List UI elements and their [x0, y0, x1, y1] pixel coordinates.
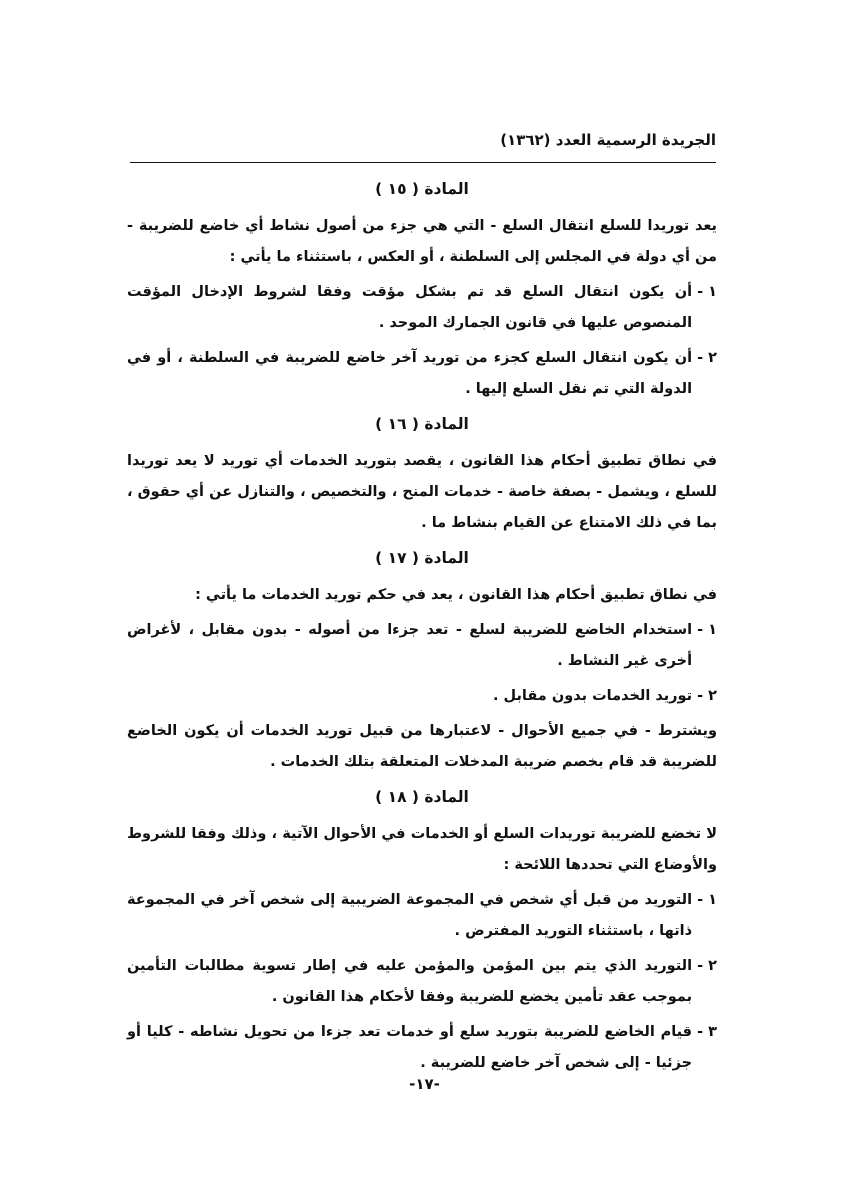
item-text: التوريد من قبل أي شخص في المجموعة الضريبية إلى شخص آخر في المجموعة ذاتها ، باستثناء التوريد المفترض . — [127, 892, 693, 939]
document-body — [127, 170, 717, 1083]
item-text: أن يكون انتقال السلع قد تم بشكل مؤقت وفقا لشروط الإدخال المؤقت المنصوص عليها في قانون الجمارك الموحد . — [127, 284, 693, 331]
article-18 — [127, 782, 717, 1079]
article-15 — [127, 174, 717, 405]
item-number: ١ - — [697, 622, 717, 638]
list-item — [127, 885, 717, 947]
list-item — [127, 1017, 717, 1079]
article-title: المادة ( ١٥ ) — [375, 180, 469, 198]
article-intro: في نطاق تطبيق أحكام هذا القانون ، يقصد بتوريد الخدمات أي توريد لا يعد توريدا للسلع ، ويشمل - بصفة خاصة - خدمات المنح ، والتخصيص ، والتنازل عن أي حقوق ، بما في ذلك الامتناع عن القيام بنشاط ما . — [127, 453, 717, 531]
article-outro: ويشترط - في جميع الأحوال - لاعتبارها من قبيل توريد الخدمات أن يكون الخاضع للضريبة قد قام بخصم ضريبة المدخلات المتعلقة بتلك الخدمات . — [127, 723, 717, 770]
article-intro: في نطاق تطبيق أحكام هذا القانون ، يعد في حكم توريد الخدمات ما يأتي : — [195, 587, 717, 603]
gazette-header: الجريدة الرسمية العدد (١٣٦٢) — [500, 131, 716, 149]
article-title: المادة ( ١٧ ) — [375, 549, 469, 567]
article-title: المادة ( ١٦ ) — [375, 415, 469, 433]
item-text: استخدام الخاضع للضريبة لسلع - تعد جزءا من أصوله - بدون مقابل ، لأغراض أخرى غير النشاط . — [127, 622, 693, 669]
list-item — [127, 277, 717, 339]
item-number: ٢ - — [697, 688, 717, 704]
item-text: التوريد الذي يتم بين المؤمن والمؤمن عليه في إطار تسوية مطالبات التأمين بموجب عقد تأمين يخضع للضريبة وفقا لأحكام هذا القانون . — [127, 958, 693, 1005]
article-intro: يعد توريدا للسلع انتقال السلع - التي هي جزء من أصول نشاط أي خاضع للضريبة - من أي دولة في المجلس إلى السلطنة ، أو العكس ، باستثناء ما يأتي : — [127, 218, 717, 265]
list-item — [127, 343, 717, 405]
item-number: ٣ - — [697, 1024, 717, 1040]
item-text: توريد الخدمات بدون مقابل . — [492, 688, 693, 704]
list-item — [127, 951, 717, 1013]
item-text: قيام الخاضع للضريبة بتوريد سلع أو خدمات تعد جزءا من تحويل نشاطه - كليا أو جزئيا - إلى شخص آخر خاضع للضريبة . — [127, 1024, 693, 1071]
article-intro: لا تخضع للضريبة توريدات السلع أو الخدمات في الأحوال الآتية ، وذلك وفقا للشروط والأوضاع التي تحددها اللائحة : — [127, 826, 717, 873]
list-item — [127, 615, 717, 677]
item-text: أن يكون انتقال السلع كجزء من توريد آخر خاضع للضريبة في السلطنة ، أو في الدولة التي تم نقل السلع إليها . — [127, 350, 693, 397]
item-number: ١ - — [697, 892, 717, 908]
item-number: ٢ - — [697, 958, 717, 974]
item-number: ١ - — [697, 284, 717, 300]
item-number: ٢ - — [697, 350, 717, 366]
header-divider — [130, 162, 716, 163]
article-16 — [127, 409, 717, 539]
article-title: المادة ( ١٨ ) — [375, 788, 469, 806]
list-item — [127, 681, 717, 712]
page-number: -١٧- — [409, 1075, 440, 1093]
article-17 — [127, 543, 717, 778]
